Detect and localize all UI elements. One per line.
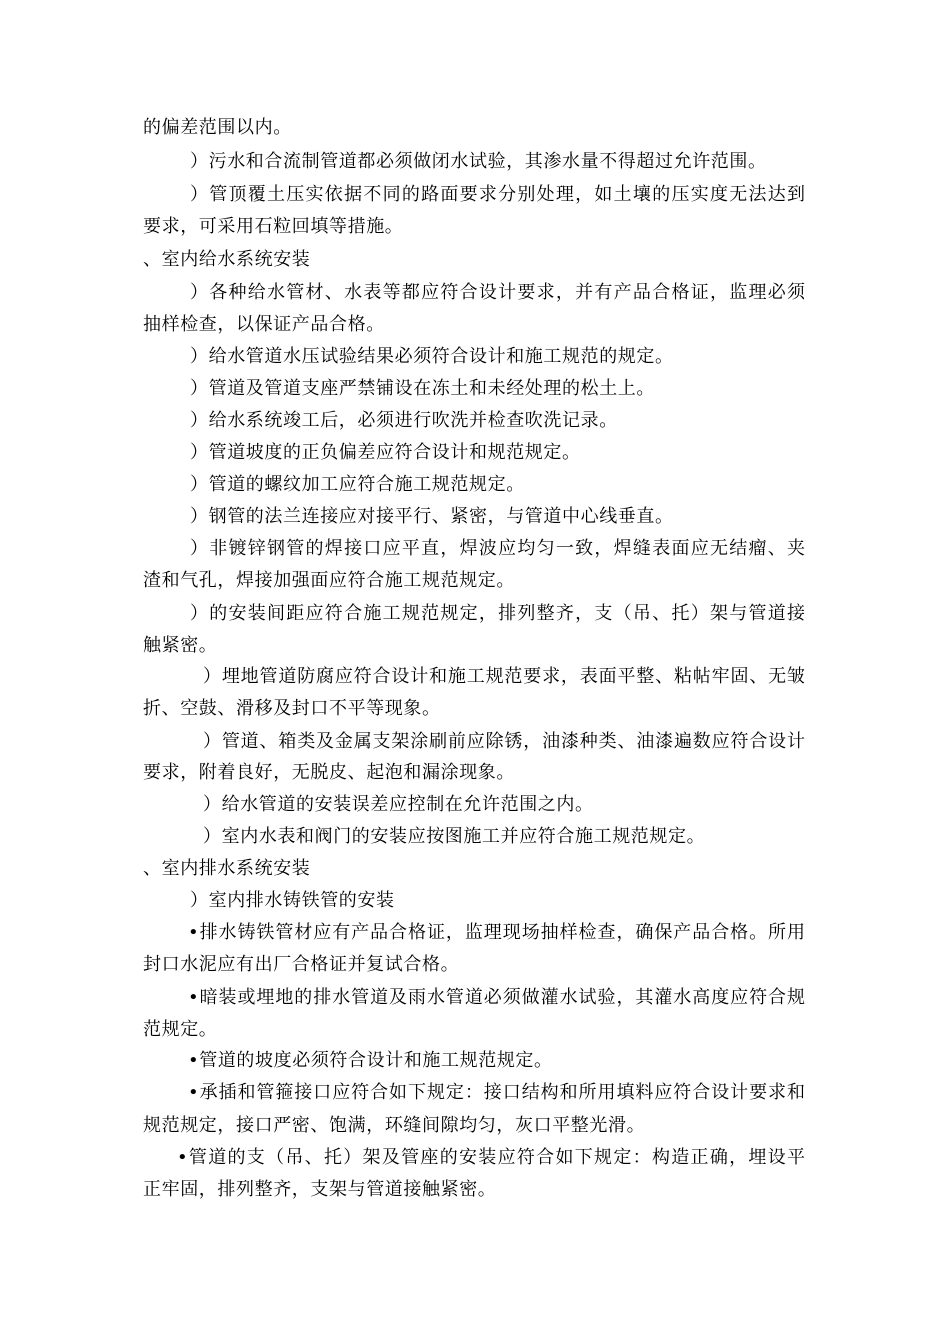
text-line: 正牢固，排列整齐，支架与管道接触紧密。 — [143, 1179, 497, 1200]
text-line: ）管道、箱类及金属支架涂刷前应除锈，油漆种类、油漆遍数应符合设计 — [203, 731, 805, 752]
text-line: ）钢管的法兰连接应对接平行、紧密，与管道中心线垂直。 — [190, 506, 674, 527]
text-line: •暗装或埋地的排水管道及雨水管道必须做灌水试验，其灌水高度应符合规 — [188, 987, 805, 1008]
text-line: 封口水泥应有出厂合格证并复试合格。 — [143, 954, 460, 975]
section-heading: 、室内给水系统安装 — [143, 249, 311, 270]
text-line: ）管道及管道支座严禁铺设在冻土和未经处理的松土上。 — [190, 378, 655, 399]
text-line: ）的安装间距应符合施工规范规定，排列整齐，支（吊、托）架与管道接 — [190, 603, 805, 624]
text-line: 要求，附着良好，无脱皮、起泡和漏涂现象。 — [143, 762, 515, 783]
text-line: •排水铸铁管材应有产品合格证，监理现场抽样检查，确保产品合格。所用 — [188, 922, 805, 943]
text-line: ）管顶覆土压实依据不同的路面要求分别处理，如土壤的压实度无法达到 — [190, 184, 805, 205]
text-line: ）各种给水管材、水表等都应符合设计要求，并有产品合格证，监理必须 — [190, 282, 805, 303]
text-line: ）非镀锌钢管的焊接口应平直，焊波应均匀一致，焊缝表面应无结瘤、夹 — [190, 538, 805, 559]
text-line: 范规定。 — [143, 1019, 218, 1040]
text-line: 的偏差范围以内。 — [143, 117, 292, 138]
text-line: ）给水管道水压试验结果必须符合设计和施工规范的规定。 — [190, 346, 674, 367]
text-line: 渣和气孔，焊接加强面应符合施工规范规定。 — [143, 570, 515, 591]
text-line: •承插和管箍接口应符合如下规定：接口结构和所用填料应符合设计要求和 — [188, 1082, 805, 1103]
text-line: 折、空鼓、滑移及封口不平等现象。 — [143, 698, 441, 719]
text-line: ）管道的螺纹加工应符合施工规范规定。 — [190, 474, 525, 495]
text-line: ）污水和合流制管道都必须做闭水试验，其渗水量不得超过允许范围。 — [190, 151, 767, 172]
text-line: ）室内排水铸铁管的安装 — [190, 890, 395, 911]
text-line: 规范规定，接口严密、饱满，环缝间隙均匀，灰口平整光滑。 — [143, 1115, 646, 1136]
text-line: ）管道坡度的正负偏差应符合设计和规范规定。 — [190, 442, 581, 463]
text-line: 抽样检查，以保证产品合格。 — [143, 314, 385, 335]
text-line: •管道的支（吊、托）架及管座的安装应符合如下规定：构造正确，埋设平 — [177, 1147, 805, 1168]
section-heading: 、室内排水系统安装 — [143, 858, 311, 879]
text-line: ）给水管道的安装误差应控制在允许范围之内。 — [203, 794, 594, 815]
text-line: •管道的坡度必须符合设计和施工规范规定。 — [188, 1050, 553, 1071]
text-line: ）室内水表和阀门的安装应按图施工并应符合施工规范规定。 — [203, 826, 706, 847]
text-line: ）给水系统竣工后，必须进行吹洗并检查吹洗记录。 — [190, 410, 618, 431]
text-line: 触紧密。 — [143, 635, 218, 656]
text-line: 要求，可采用石粒回填等措施。 — [143, 216, 404, 237]
text-line: ）埋地管道防腐应符合设计和施工规范要求，表面平整、粘帖牢固、无皱 — [203, 666, 805, 687]
